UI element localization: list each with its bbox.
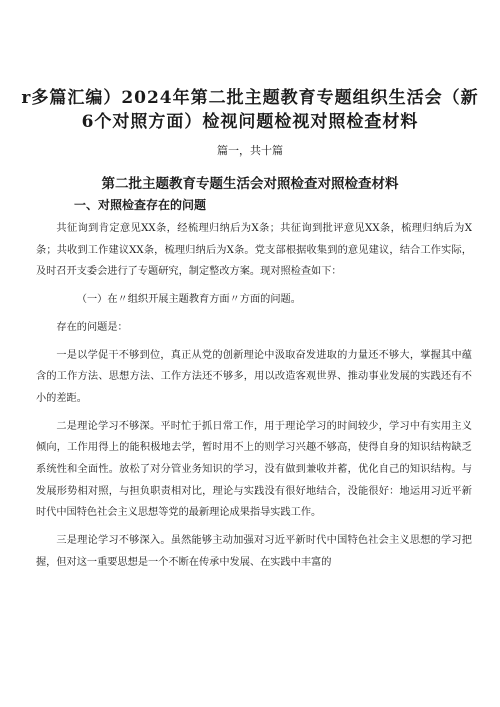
paragraph-intro: 共征询到肯定意见XX条，经梳理归纳后为X条；共征询到批评意见XX条，梳理归纳后为X条；共收到工作建议XX条，梳理归纳后为X条。党支部根据收集到的意见建议，结合工作实际，及时召开支委会进行了专题研究，制定整改方案。现对照检查如下： — [36, 223, 472, 278]
paragraph-problem-3: 三是理论学习不够深入。虽然能够主动加强对习近平新时代中国特色社会主义思想的学习把握，但对这一重要思想是一个不断在传承中发展、在实践中丰富的 — [36, 535, 472, 568]
paragraph-problems-label: 存在的问题是： — [56, 321, 128, 333]
document-title: r多篇汇编）2024年第二批主题教育专题组织生活会（新6个对照方面）检视问题检视对照检查材料 — [21, 88, 479, 132]
section-heading: 第二批主题教育专题生活会对照检查对照检查材料 — [101, 176, 399, 192]
paragraph-problem-1: 一是以学促干不够到位，真正从党的创新理论中汲取奋发进取的力量还不够大，掌握其中蕴含的工作方法、思想方法、工作方法还不够多，用以改造客观世界、推动事业发展的实践还有不小的差距。 — [36, 349, 472, 404]
document-body — [36, 218, 472, 574]
paragraph-section-title: （一）在〃组织开展主题教育方面〃方面的问题。 — [76, 294, 301, 306]
part-label: 篇一，共十篇 — [217, 144, 283, 157]
subheading: 一、对照检查存在的问题 — [74, 198, 207, 212]
paragraph-problem-2: 二是理论学习不够深。平时忙于抓日常工作，用于理论学习的时间较少，学习中有实用主义倾向，工作用得上的能积极地去学，暂时用不上的则学习兴趣不够高，使得自身的知识结构缺乏系统性和全面性。放松了对分管业务知识的学习，没有做到兼收并蓄，优化自己的知识结构。与发展形势相对照，与担负职责相对比，理论与实践没有很好地结合，没能很好：地运用习近平新时代中国特色社会主义思想等党的最新理论成果指导实践工作。 — [36, 420, 472, 519]
